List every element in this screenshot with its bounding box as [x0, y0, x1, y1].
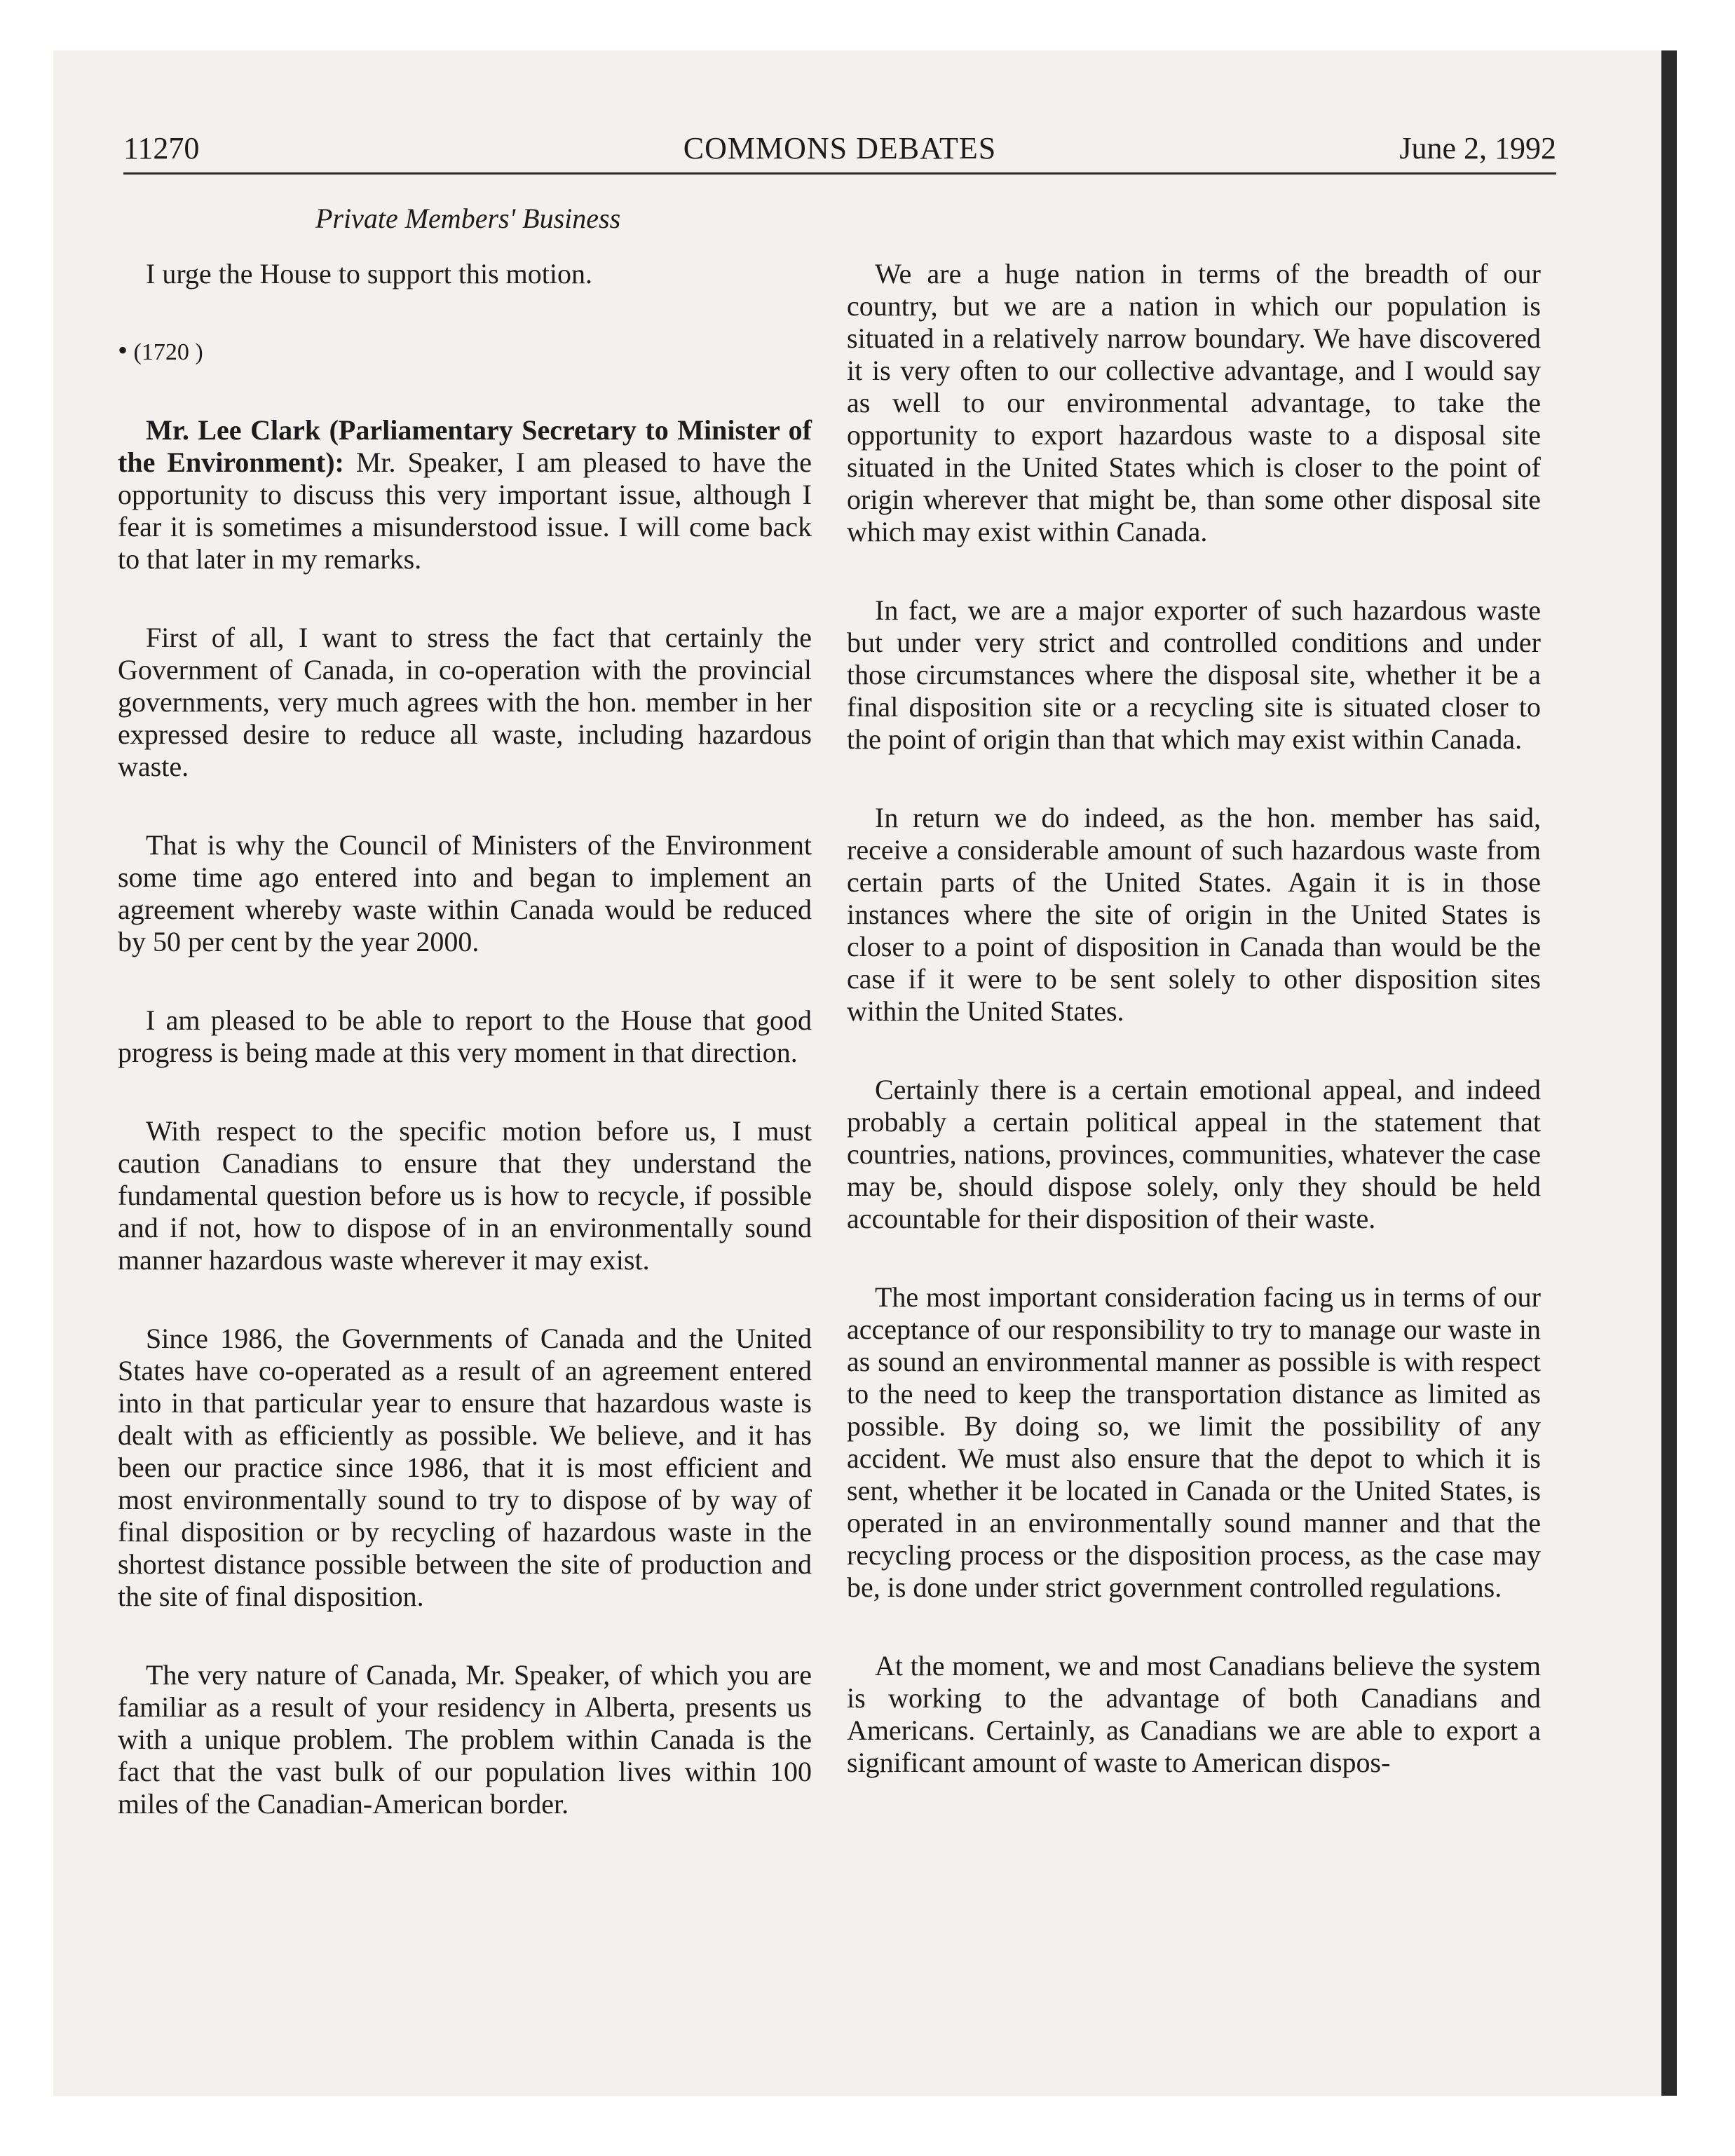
bullet-icon: • [118, 334, 128, 366]
section-title: Private Members' Business [315, 203, 621, 234]
timestamp-marker [118, 336, 812, 367]
paragraph: Since 1986, the Governments of Canada and the United States have co-operated as a result of an agreement entered into in that particular year to ensure that hazardous waste is dealt with as efficiently as possible. We believe, and it has been our practice since 1986, that it is most efficient and most environmentally sound to try to dispose of by way of final disposition or by recycling of hazardous waste in the shortest distance possible between the site of production and the site of final disposition. [118, 1323, 812, 1612]
paragraph: I urge the House to support this motion. [146, 258, 592, 289]
paragraph: With respect to the specific motion before us, I must caution Canadians to ensure that they understand the fundamental question before us is how to recycle, if possible and if not, how to dispose of in an environmentally sound manner hazardous waste wherever it may exist. [118, 1115, 812, 1276]
left-column [118, 258, 812, 1867]
right-column [847, 258, 1541, 1825]
timestamp: (1720 ) [133, 339, 203, 365]
paragraph: First of all, I want to stress the fact that certainly the Government of Canada, in co-operation with the provincial governments, very much agrees with the hon. member in her expressed desire to reduce all waste, including hazardous waste. [118, 622, 812, 782]
paragraph-text: Mr. Speaker, I am pleased to have the opportunity to discuss this very important issue, although I fear it is sometimes a misunderstood issue. I will come back to that later in my remarks. [118, 446, 812, 575]
header-date: June 2, 1992 [1399, 131, 1556, 165]
running-header [123, 128, 1556, 175]
paragraph: We are a huge nation in terms of the breadth of our country, but we are a nation in which our population is situated in a relatively narrow boundary. We have discovered it is very often to our collective advantage, and I would say as well to our environmental advantage, to take the opportunity to export hazardous waste to a disposal site situated in the United States which is closer to the point of origin wherever that might be, than some other disposal site which may exist within Canada. [847, 258, 1541, 547]
speaker-paragraph [118, 414, 812, 575]
page-edge-shadow [1661, 50, 1677, 2096]
paragraph: The most important consideration facing us in terms of our acceptance of our responsibility to try to manage our waste in as sound an environmental manner as possible is with respect to the need to keep the transportation distance as limited as possible. By doing so, we limit the possibility of any accident. We must also ensure that the depot to which it is sent, whether it be located in Canada or the United States, is operated in an environmentally sound manner and that the recycling process or the disposition process, as the case may be, is done under strict government controlled regulations. [847, 1281, 1541, 1603]
speaker-name: Mr. Lee Clark (Parliamentary Secretary to Minister of the Environment): [118, 414, 812, 478]
publication-title: COMMONS DEBATES [683, 131, 997, 165]
paragraph: The very nature of Canada, Mr. Speaker, of which you are familiar as a result of your residency in Alberta, presents us with a unique problem. The problem within Canada is the fact that the vast bulk of our population lives within 100 miles of the Canadian-American border. [118, 1659, 812, 1820]
page-number: 11270 [123, 131, 200, 165]
paragraph: At the moment, we and most Canadians believe the system is working to the advantage of both Canadians and Americans. Certainly, as Canadians we are able to export a significant amount of waste to American dispos- [847, 1650, 1541, 1778]
paragraph: That is why the Council of Ministers of the Environment some time ago entered into and began to implement an agreement whereby waste within Canada would be reduced by 50 per cent by the year 2000. [118, 829, 812, 957]
paragraph: In fact, we are a major exporter of such hazardous waste but under very strict and controlled conditions and under those circumstances where the disposal site, whether it be a final disposition site or a recycling site is situated closer to the point of origin than that which may exist within Canada. [847, 594, 1541, 755]
paragraph: Certainly there is a certain emotional appeal, and indeed probably a certain political appeal in the statement that countries, nations, provinces, communities, whatever the case may be, should dispose solely, only they should be held accountable for their disposition of their waste. [847, 1074, 1541, 1234]
paragraph: I am pleased to be able to report to the House that good progress is being made at this very moment in that direction. [118, 1004, 812, 1068]
paragraph: In return we do indeed, as the hon. member has said, receive a considerable amount of such hazardous waste from certain parts of the United States. Again it is in those instances where the site of origin in the United States is closer to a point of disposition in Canada than would be the case if it were to be sent solely to other disposition sites within the United States. [847, 802, 1541, 1027]
